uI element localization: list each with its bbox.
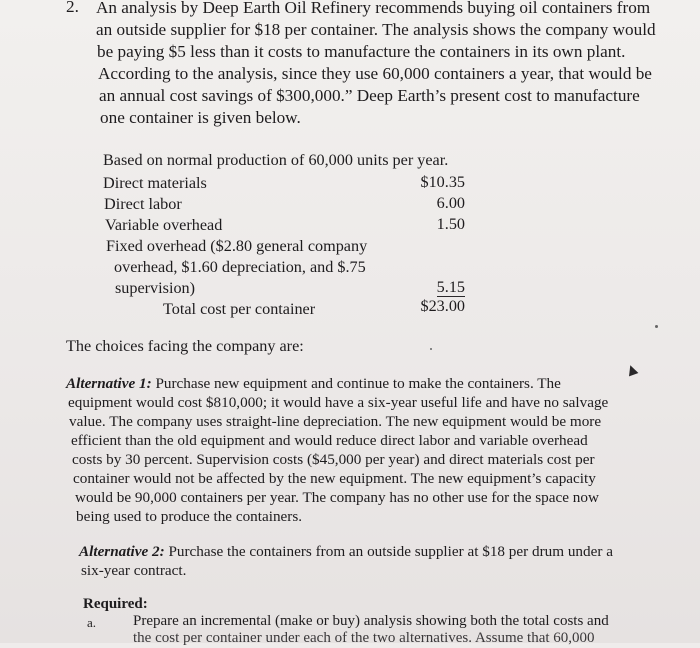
alt1-line: Purchase new equipment and continue to make the containers. The xyxy=(155,375,561,392)
speck xyxy=(430,348,432,350)
intro-line: be paying $5 less than it costs to manufacture the containers in its own plant. xyxy=(97,42,626,61)
alt2-title: Alternative 2: xyxy=(79,543,165,560)
alt1-title: Alternative 1: xyxy=(66,375,152,392)
required-item-line: Prepare an incremental (make or buy) analysis showing both the total costs and xyxy=(133,613,609,629)
alt1-line: value. The company uses straight-line depreciation. The new equipment would be more xyxy=(69,413,602,430)
fixed-overhead-line: supervision) xyxy=(115,279,196,297)
alt1-line: efficient than the old equipment and would reduce direct labor and variable overhead xyxy=(71,432,588,449)
cost-row-label: Direct materials xyxy=(103,174,207,192)
alt1-line: equipment would cost $810,000; it would have a six-year useful life and have no salvage xyxy=(68,394,609,411)
alt2-first-line xyxy=(79,542,613,561)
cost-row-value: 6.00 xyxy=(436,194,465,212)
required-heading: Required: xyxy=(83,596,148,612)
fixed-overhead-value xyxy=(380,278,465,297)
alt1-first-line xyxy=(66,374,561,393)
alt2-line: six-year contract. xyxy=(81,562,187,579)
cost-row-value: $10.35 xyxy=(420,173,465,191)
alt1-line: would be 90,000 containers per year. The company has no other use for the space now xyxy=(75,489,599,506)
cost-table-heading: Based on normal production of 60,000 units per year. xyxy=(103,151,449,169)
cost-row-value: 1.50 xyxy=(436,215,465,233)
cost-row-label: Variable overhead xyxy=(105,216,223,234)
problem-number: 2. xyxy=(66,0,79,16)
intro-line: According to the analysis, since they use 60,000 containers a year, that would be xyxy=(98,64,652,83)
fixed-overhead-line: Fixed overhead ($2.80 general company xyxy=(106,237,368,255)
choices-intro: The choices facing the company are: xyxy=(66,337,304,355)
alt1-line: being used to produce the containers. xyxy=(76,508,303,525)
intro-line: one container is given below. xyxy=(100,108,301,127)
required-item-letter: a. xyxy=(87,615,97,630)
total-cost-value: $23.00 xyxy=(420,297,465,315)
intro-line: an annual cost savings of $300,000.” Deep Earth’s present cost to manufacture xyxy=(99,86,640,105)
speck xyxy=(655,325,658,328)
fixed-overhead-line: overhead, $1.60 depreciation, and $.75 xyxy=(114,258,366,276)
fixed-overhead-amount: 5.15 xyxy=(436,278,465,296)
required-item-line: the cost per container under each of the two alternatives. Assume that 60,000 xyxy=(133,630,595,646)
intro-line: an outside supplier for $18 per container. The analysis shows the company would xyxy=(96,20,656,39)
alt2-line: Purchase the containers from an outside supplier at $18 per drum under a xyxy=(168,543,613,560)
total-cost-label: Total cost per container xyxy=(163,300,316,318)
cost-row-label: Direct labor xyxy=(104,195,182,213)
alt1-line: costs by 30 percent. Supervision costs ($45,000 per year) and direct materials cost per xyxy=(72,451,595,468)
intro-line: An analysis by Deep Earth Oil Refinery recommends buying oil containers from xyxy=(96,0,651,17)
cursor-arrow-icon xyxy=(626,364,639,377)
alt1-line: container would not be affected by the new equipment. The new equipment’s capacity xyxy=(73,470,596,487)
